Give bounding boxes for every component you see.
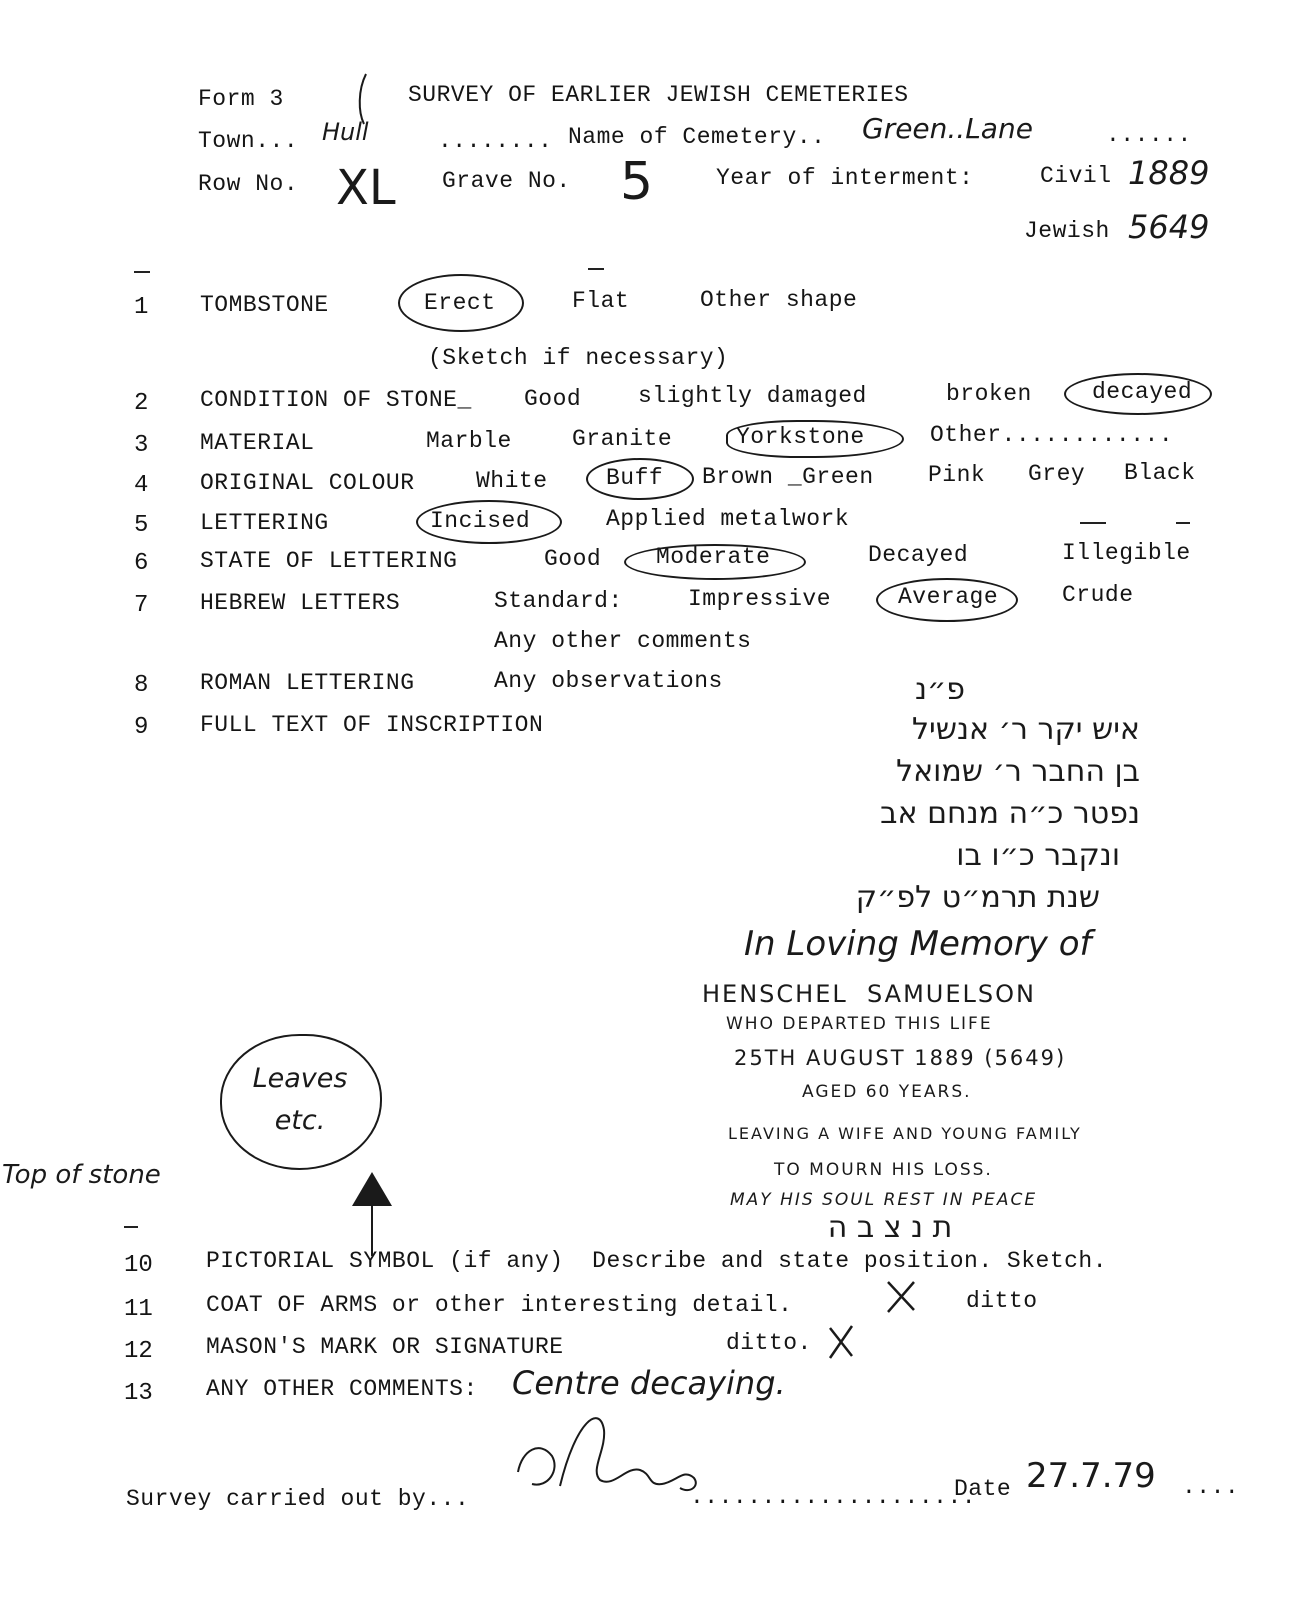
grave-value: 5 [620,152,654,212]
item-number: 6 [134,550,149,577]
form-title: SURVEY OF EARLIER JEWISH CEMETERIES [408,82,909,108]
option-yorkstone: Yorkstone [736,424,865,450]
inscription-line: AGED 60 YEARS. [802,1082,972,1102]
option-black: Black [1124,460,1196,486]
option-white: White [476,468,548,494]
item-number: 12 [124,1338,153,1365]
inscription-tnzbh: ת נ צ ב ה [827,1210,953,1245]
civil-label: Civil [1040,163,1112,189]
form-number: Form 3 [198,86,284,112]
comments-value: Centre decaying. [512,1364,786,1402]
coat-label: COAT OF ARMS or other interesting detail. [206,1292,793,1318]
option-slightly-damaged: slightly damaged [638,383,867,409]
cemetery-dots: ...... [1106,122,1192,148]
material-label: MATERIAL [200,430,315,456]
comments-label: ANY OTHER COMMENTS: [206,1376,478,1402]
item-number: 9 [134,714,149,741]
tombstone-label: TOMBSTONE [200,292,329,318]
item-number: 1 [134,294,149,321]
cemetery-value: Green..Lane [862,112,1033,145]
town-label: Town... [198,128,299,154]
item-number: 2 [134,390,149,417]
row-label: Row No. [198,171,299,197]
fulltext-label: FULL TEXT OF INSCRIPTION [200,712,544,738]
inscription-line: WHO DEPARTED THIS LIFE [726,1014,993,1034]
jewish-value: 5649 [1128,208,1210,246]
ditto-label: ditto [966,1288,1038,1314]
option-good: Good [544,546,602,572]
date-value: 27.7.79 [1026,1456,1156,1496]
item-number: 7 [134,592,149,619]
inscription-hebrew-line: פ״נ [914,672,966,707]
inscription-line: TO MOURN HIS LOSS. [774,1160,993,1180]
inscription-line: In Loving Memory of [744,924,1092,964]
inscription-hebrew-line: איש יקר ר׳ אנשיל [911,712,1140,747]
item-number: 11 [124,1296,153,1323]
option-applied-metalwork: Applied metalwork [606,506,850,532]
option-flat: Flat [572,288,630,314]
option-pink: Pink [928,462,986,488]
date-label: Date [954,1476,1012,1502]
option-crude: Crude [1062,582,1134,608]
option-illegible: Illegible [1062,540,1191,566]
option-impressive: Impressive [688,586,832,612]
option-other: Other............ [930,422,1174,448]
item-number: 3 [134,432,149,459]
option-good: Good [524,386,582,412]
option-decayed: decayed [1092,379,1193,405]
mason-label: MASON'S MARK OR SIGNATURE [206,1334,564,1360]
option-grey: Grey [1028,461,1086,487]
grave-label: Grave No. [442,168,571,194]
option-average: Average [898,584,999,610]
row-value: XL [336,160,396,216]
inscription-line: 25TH AUGUST 1889 (5649) [734,1046,1067,1070]
option-marble: Marble [426,428,512,454]
surveyor-dots: .................... [690,1484,977,1510]
top-of-stone-note: Top of stone [2,1160,161,1190]
option-brown-green: Brown _Green [702,464,874,490]
observations-label: Any observations [494,668,723,694]
other-comments-label: Any other comments [494,628,752,654]
item-number: 5 [134,512,149,539]
inscription-hebrew-line: שנת תרמ״ט לפ״ק [855,880,1100,915]
condition-label: CONDITION OF STONE_ [200,387,472,413]
state-label: STATE OF LETTERING [200,548,458,574]
option-buff: Buff [606,465,664,491]
roman-label: ROMAN LETTERING [200,670,415,696]
town-value: Hull [322,118,369,146]
inscription-hebrew-line: בן החבר ר׳ שמואל [896,754,1140,789]
colour-label: ORIGINAL COLOUR [200,470,415,496]
inscription-line: MAY HIS SOUL REST IN PEACE [730,1190,1038,1210]
ditto-label: ditto. [726,1330,812,1356]
item-number: 10 [124,1252,153,1279]
pictorial-label: PICTORIAL SYMBOL (if any) Describe and state position. Sketch. [206,1248,1108,1274]
cemetery-label: Name of Cemetery.. [568,124,826,150]
surveyor-label: Survey carried out by... [126,1486,470,1512]
item-number: 8 [134,672,149,699]
option-granite: Granite [572,426,673,452]
item-number: 13 [124,1380,153,1407]
town-dots: ........ [438,128,553,154]
inscription-line: LEAVING A WIFE AND YOUNG FAMILY [728,1124,1082,1143]
hebrew-label: HEBREW LETTERS [200,590,401,616]
option-broken: broken [946,381,1032,407]
option-incised: Incised [430,508,531,534]
inscription-name: HENSCHEL SAMUELSON [702,980,1036,1008]
item-number: 4 [134,472,149,499]
civil-value: 1889 [1128,154,1210,192]
surveyor-signature [518,1418,696,1490]
sketch-note: (Sketch if necessary) [428,345,729,371]
standard-label: Standard: [494,588,623,614]
option-moderate: Moderate [656,544,771,570]
inscription-hebrew-line: ונקבר כ״ו בו [956,838,1120,873]
jewish-label: Jewish [1024,218,1110,244]
date-dots: .... [1182,1474,1240,1500]
inscription-hebrew-line: נפטר כ״ה מנחם אב [880,796,1140,831]
option-decayed: Decayed [868,542,969,568]
sketch-leaves-note: Leaves etc. [252,1063,348,1136]
option-other-shape: Other shape [700,287,858,313]
option-erect: Erect [424,290,496,316]
year-label: Year of interment: [716,165,974,191]
lettering-label: LETTERING [200,510,329,536]
